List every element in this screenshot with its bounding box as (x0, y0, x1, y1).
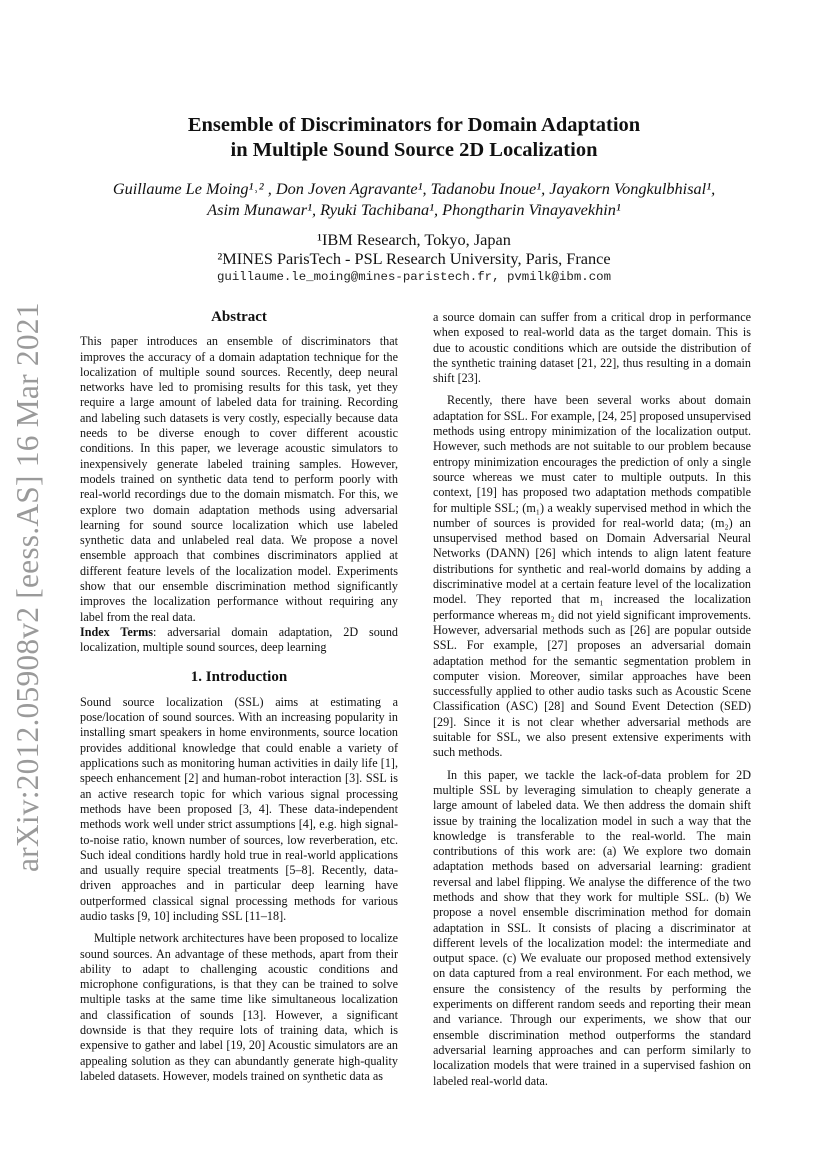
affiliation-1: ¹IBM Research, Tokyo, Japan (317, 230, 511, 249)
author-emails: guillaume.le_moing@mines-paristech.fr, pvmilk@ibm.com (216, 270, 612, 284)
intro-paragraph-5: In this paper, we tackle the lack-of-data problem for 2D multiple SSL by leveraging simulation to cheaply generate a large amount of labeled data. We then address the domain shift issue by training the localization model in such a way that the knowledge is transferable to the real-world. The main contributions of this work are: (a) We explore two domain adaptation methods based on adversarial learning: gradient reversal and label flipping. We analyse the difference of the two methods and show that they work for multiple SSL. (b) We propose a novel ensemble discrimination method for domain adaptation in SSL. It consists of placing a discriminator at different levels of the localization model: the intermediate and output space. (c) We evaluate our proposed method extensively on data captured from a real environment. For each method, we ensure the consistency of the results by performing the experiments on different random seeds and reporting their mean and variance. Through our experiments, we show that our ensemble discrimination method outperforms the standard adversarial learning approaches and can perform similarly to localization models that were trained in a supervised fashion on labeled real-world data. (433, 767, 751, 1088)
paper-title (110, 113, 718, 163)
authors-line-2: Asim Munawar¹, Ryuki Tachibana¹, Phongtharin Vinayavekhin¹ (207, 200, 621, 219)
title-line-2: in Multiple Sound Source 2D Localization (230, 139, 598, 161)
affiliations (110, 230, 718, 268)
index-terms-text: : adversarial domain adaptation, 2D sound localization, multiple sound sources, deep learning (80, 624, 398, 655)
intro-paragraph-3: a source domain can suffer from a critical drop in performance when exposed to real-world data as the target domain. This is due to acoustic conditions which are outside the distribution of the synthetic training dataset [21, 22], thus resulting in a domain shift [23]. (433, 310, 751, 386)
index-terms (80, 625, 398, 656)
arxiv-side-stamp: arXiv:2012.05908v2 [eess.AS] 16 Mar 2021 (10, 302, 45, 872)
left-column (80, 310, 398, 1084)
intro-paragraph-2: Multiple network architectures have been proposed to localize sound sources. An advantage of these methods, apart from their ability to adapt to challenging acoustic conditions and microphone configurations, is that they can be trained to solve multiple tasks at the same time like simultaneous localization and classification of sounds [13]. However, a significant downside is that they require lots of training data, which is expensive to gather and label [19, 20] Acoustic simulators are an appealing solution as they can abundantly generate high-quality labeled datasets. However, models trained on synthetic data as (80, 931, 398, 1083)
abstract-text: This paper introduces an ensemble of discriminators that improves the accuracy of a domain adaptation technique for the localization of multiple sound sources. Recently, deep neural networks have led to promising results for this task, yet they require a large amount of labeled data for training. Recording and labeling such datasets is very costly, especially because data needs to be diverse enough to cover different acoustic conditions. In this paper, we leverage acoustic simulators to inexpensively generate labeled training samples. However, models trained on synthetic data tend to perform poorly with real-world recordings due to the domain mismatch. For this, we explore two domain adaptation methods using adversarial learning for sound source localization which use labeled synthetic data and unlabeled real data. We propose a novel ensemble approach that combines discriminators applied at different feature levels of the localization model. Experiments show that our ensemble discrimination method significantly improves the localization performance without requiring any label from the real data. (80, 334, 398, 624)
index-terms-label: Index Terms (80, 624, 153, 639)
authors-line-1: Guillaume Le Moing¹˒² , Don Joven Agravante¹, Tadanobu Inoue¹, Jayakorn Vongkulbhisal¹, (112, 179, 716, 198)
right-column (433, 310, 751, 1089)
author-list (80, 178, 748, 220)
title-line-1: Ensemble of Discriminators for Domain Adaptation (187, 114, 641, 136)
intro-paragraph-4: Recently, there have been several works about domain adaptation for SSL. For example, [24, 25] proposed unsupervised methods using entropy minimization of the localization output. However, such methods are not suitable to our problem because entropy minimization encourages the prediction of only a single source whereas we must cater to multiple outputs. In this context, [19] has proposed two adaptation methods compatible for multiple SSL; (m₁) a weakly supervised method in which the number of sources is provided for real-world data; (m₂) an unsupervised method based on Domain Adversarial Neural Networks (DANN) [26] which intends to align latent feature distributions for synthetic and real-world domains by adding a discriminative model at a certain feature level of the localization model. They reported that m₁ increased the localization performance whereas m₂ did not yield significant improvements. However, adversarial methods such as [26] are popular outside SSL. For example, [27] proposes an adversarial domain adaptation method for the semantic segmentation problem in computer vision. Moreover, similar approaches have been successfully applied to other audio tasks such as Acoustic Scene Classification (ASC) [28] and Sound Event Detection (SED) [29]. Since it is not clear whether adversarial methods are suitable for SSL, we also present extensive experiments with such methods. (433, 393, 751, 760)
intro-paragraph-1: Sound source localization (SSL) aims at estimating a pose/location of sound sources. With an increasing popularity in installing smart speakers in home environments, source location provides additional knowledge that could enable a variety of applications such as monitoring human activities in daily life [1], speech enhancement [2] and human-robot interaction [3]. SSL is an active research topic for which various signal processing methods have been proposed [3, 4]. These data-independent methods work well under strict assumptions [4], e.g. high signal-to-noise ratio, known number of sources, low reverberation, etc. Such ideal conditions hardly hold true in real-world applications and usually require special treatments [5–8]. Recently, data-driven approaches and in particular deep learning have outperformed classical signal processing methods for various audio tasks [9, 10] including SSL [11–18]. (80, 694, 398, 923)
abstract-heading: Abstract (211, 309, 267, 325)
affiliation-2: ²MINES ParisTech - PSL Research University, Paris, France (217, 249, 611, 268)
introduction-heading: 1. Introduction (190, 668, 288, 685)
